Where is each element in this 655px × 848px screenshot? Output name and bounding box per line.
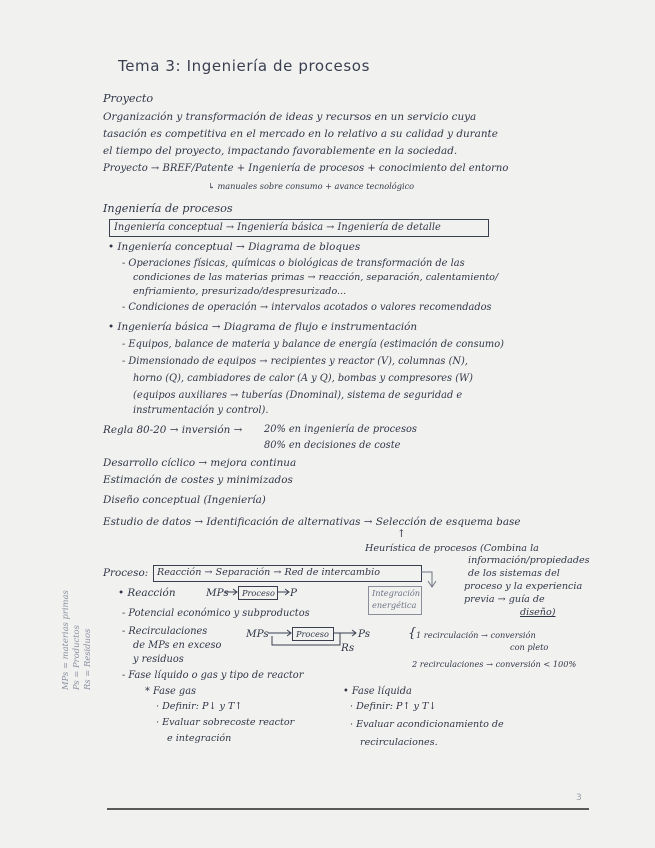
reaccion-p: P — [290, 587, 297, 599]
proceso-line-3: de MPs en exceso — [133, 640, 222, 651]
proceso-line-2: - Recirculaciones — [122, 626, 208, 637]
basica-line-2: - Dimensionado de equipos → recipientes y reactor (V), columnas (N), — [122, 356, 468, 367]
conceptual-title: • Ingeniería conceptual → Diagrama de bloques — [108, 241, 361, 253]
recirc-mps: MPs — [246, 628, 269, 640]
heuristica-2: información/propiedades — [468, 555, 590, 566]
proyecto-line-2: tasación es competitiva en el mercado en lo relativo a su calidad y durante — [103, 128, 498, 140]
recirc-3: 2 recirculaciones → conversión < 100% — [412, 659, 577, 669]
page-number: 3 — [576, 793, 582, 803]
proyecto-formula: Proyecto → BREF/Patente + Ingeniería de procesos + conocimiento del entorno — [103, 163, 509, 174]
side-note-mps: MPs = materias primas — [60, 590, 70, 690]
fase-gas-3: · Evaluar sobrecoste reactor — [156, 717, 295, 728]
fase-liquida-3: · Evaluar acondicionamiento de — [350, 719, 504, 730]
proceso-chain: Reacción → Separación → Red de intercambio — [157, 567, 380, 578]
basica-line-3: horno (Q), cambiadores de calor (A y Q), bombas y compresores (W) — [133, 373, 473, 384]
regla-a: 20% en ingeniería de procesos — [264, 424, 417, 435]
recirc-ps: Ps — [358, 628, 371, 640]
heuristica-arrow: ↑ — [397, 528, 406, 540]
reaccion-mps: MPs — [206, 587, 229, 599]
proceso-label: Proceso: — [103, 567, 149, 579]
ingenieria-chain: Ingeniería conceptual → Ingeniería básica → Ingeniería de detalle — [114, 222, 441, 233]
fase-liquida-2: · Definir: P↑ y T↓ — [350, 701, 437, 712]
extra-2: Estimación de costes y minimizados — [103, 474, 293, 486]
extra-1: Desarrollo cíclico → mejora continua — [103, 457, 297, 469]
reaccion-proceso: Proceso — [242, 588, 275, 598]
fase-gas-1: * Fase gas — [145, 686, 197, 697]
proceso-line-4: y residuos — [133, 654, 184, 665]
extra-4: Estudio de datos → Identificación de alternativas → Selección de esquema base — [103, 516, 521, 528]
integracion-1: Integración — [372, 588, 421, 598]
heuristica-3: de los sistemas del — [468, 568, 560, 579]
regla-label: Regla 80-20 → inversión → — [103, 424, 243, 436]
regla-b: 80% en decisiones de coste — [264, 440, 401, 451]
heuristica-4: proceso y la experiencia — [464, 581, 583, 592]
basica-line-1: - Equipos, balance de materia y balance de energía (estimación de consumo) — [122, 339, 504, 350]
conceptual-line-1: - Operaciones físicas, químicas o biológicas de transformación de las — [122, 258, 465, 269]
side-note-ps: Ps = Productos — [71, 625, 81, 690]
fase-liquida-1: • Fase líquida — [343, 686, 412, 697]
integracion-2: energética — [372, 600, 417, 610]
page-title: Tema 3: Ingeniería de procesos — [118, 57, 370, 75]
fase-gas-2: · Definir: P↓ y T↑ — [156, 701, 243, 712]
proyecto-heading: Proyecto — [103, 92, 154, 105]
fase-liquida-4: recirculaciones. — [360, 737, 438, 748]
recirc-2: con pleto — [510, 642, 549, 652]
page-rule — [107, 808, 589, 810]
side-note-rs: Rs = Residuos — [82, 628, 92, 690]
heuristica-5: previa → guía de — [464, 594, 545, 605]
recirc-rs: Rs — [341, 642, 355, 654]
conceptual-line-4: - Condiciones de operación → intervalos acotados o valores recomendados — [122, 302, 492, 313]
proyecto-formula-sub: ↳ manuales sobre consumo + avance tecnológico — [208, 181, 415, 191]
recirc-1: 1 recirculación → conversión — [416, 630, 536, 640]
basica-title: • Ingeniería básica → Diagrama de flujo e instrumentación — [108, 321, 418, 333]
heuristica-1: Heurística de procesos (Combina la — [365, 543, 539, 554]
proyecto-line-1: Organización y transformación de ideas y recursos en un servicio cuya — [103, 111, 477, 123]
ingenieria-heading: Ingeniería de procesos — [103, 202, 233, 215]
basica-line-5: instrumentación y control). — [133, 405, 269, 416]
proyecto-line-3: el tiempo del proyecto, impactando favorablemente en la sociedad. — [103, 145, 458, 157]
reaccion-bullet: • Reacción — [118, 587, 176, 599]
recirc-proceso: Proceso — [296, 629, 329, 639]
basica-line-4: (equipos auxiliares → tuberías (Dnominal), sistema de seguridad e — [133, 390, 463, 401]
extra-3: Diseño conceptual (Ingeniería) — [103, 494, 266, 506]
fase-gas-4: e integración — [167, 733, 232, 744]
conceptual-line-2: condiciones de las materias primas → reacción, separación, calentamiento/ — [133, 272, 499, 283]
conceptual-line-3: enfriamiento, presurizado/despresurizado... — [133, 286, 347, 297]
proceso-line-5: - Fase líquido o gas y tipo de reactor — [122, 670, 304, 681]
recirc-brace: { — [408, 626, 417, 641]
heuristica-6: diseño) — [520, 607, 556, 618]
proceso-line-1: - Potencial económico y subproductos — [122, 608, 310, 619]
